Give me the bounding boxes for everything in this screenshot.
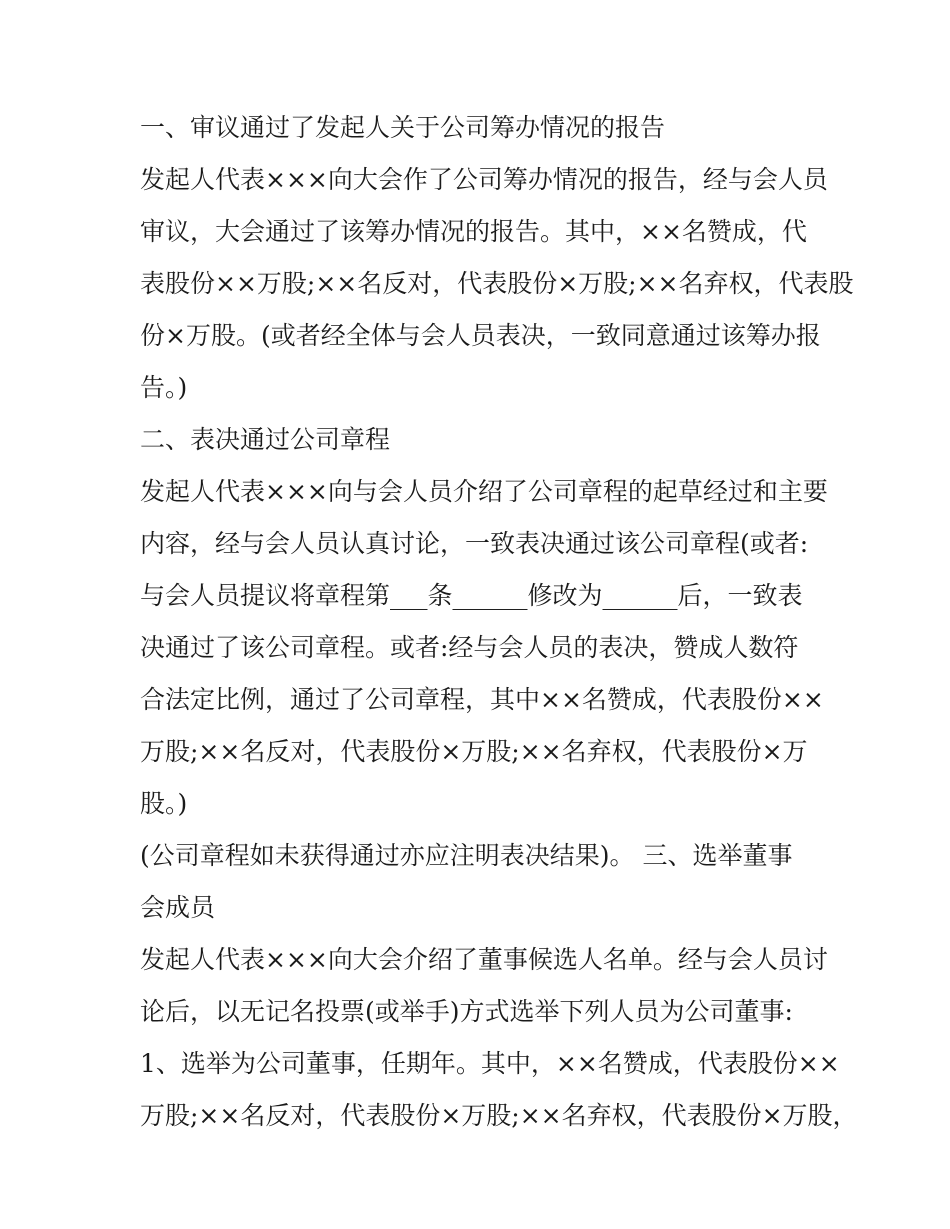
paragraph-line: 表股份××万股;××名反对，代表股份×万股;××名弃权，代表股 <box>140 269 854 298</box>
paragraph-line: 论后，以无记名投票(或举手)方式选举下列人员为公司董事: <box>140 997 793 1026</box>
section-heading-2: 二、表决通过公司章程 <box>140 425 391 454</box>
paragraph-line: 内容，经与会人员认真讨论，一致表决通过该公司章程(或者: <box>140 529 809 558</box>
paragraph-line: 决通过了该公司章程。或者:经与会人员的表决，赞成人数符 <box>140 633 799 662</box>
document-body <box>140 102 858 1142</box>
paragraph-line: 告。) <box>140 373 188 402</box>
paragraph-line: 万股;××名反对，代表股份×万股;××名弃权，代表股份×万股， <box>140 1101 858 1130</box>
paragraph-line: 发起人代表×××向大会介绍了董事候选人名单。经与会人员讨 <box>140 945 828 974</box>
paragraph-line: 1、选举为公司董事，任期年。其中，××名赞成，代表股份×× <box>140 1049 840 1078</box>
paragraph-line: 份×万股。(或者经全体与会人员表决，一致同意通过该筹办报 <box>140 321 821 350</box>
paragraph-line: 与会人员提议将章程第___条______修改为______后，一致表 <box>140 581 803 610</box>
paragraph-line: 发起人代表×××向与会人员介绍了公司章程的起草经过和主要 <box>140 477 828 506</box>
paragraph-line: 万股;××名反对，代表股份×万股;××名弃权，代表股份×万 <box>140 737 808 766</box>
paragraph-line: 会成员 <box>140 893 216 922</box>
section-heading-1: 一、审议通过了发起人关于公司筹办情况的报告 <box>140 113 666 142</box>
paragraph-line: 发起人代表×××向大会作了公司筹办情况的报告，经与会人员 <box>140 165 828 194</box>
paragraph-line: (公司章程如未获得通过亦应注明表决结果)。 三、选举董事 <box>140 841 793 870</box>
paragraph-line: 合法定比例，通过了公司章程，其中××名赞成，代表股份×× <box>140 685 824 714</box>
paragraph-line: 审议，大会通过了该筹办情况的报告。其中，××名赞成，代 <box>140 217 807 246</box>
paragraph-line: 股。) <box>140 789 188 818</box>
